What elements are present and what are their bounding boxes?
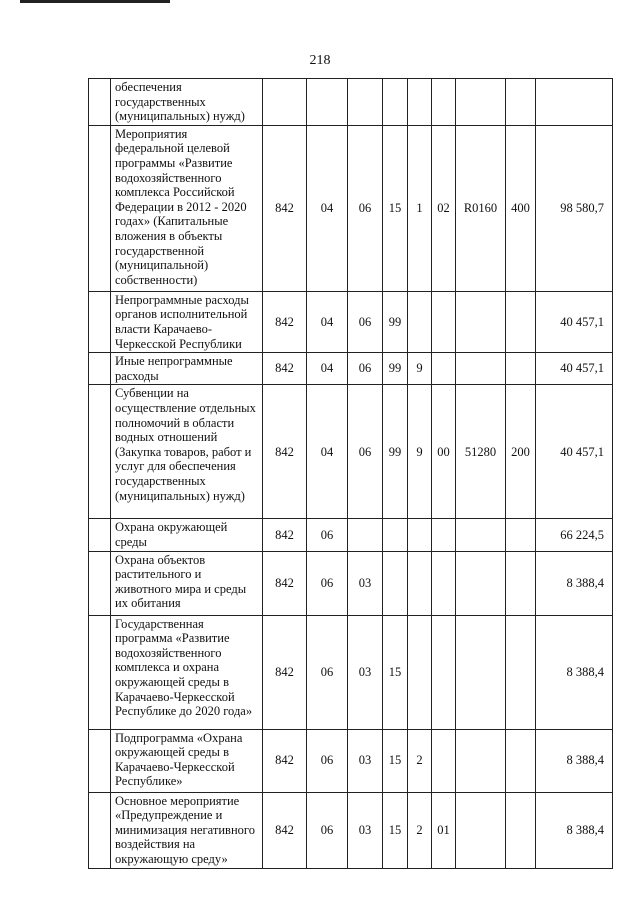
code-cell-c2: 04 [307,125,348,291]
code-cell-c8 [506,519,536,551]
description-cell: Основное мероприятие «Предупреждение и минимизация негативного воздействия на окружающую среду» [111,792,263,868]
row-number-cell [89,792,111,868]
code-cell-c3: 03 [348,551,383,615]
code-cell-c5 [408,615,432,729]
page-number: 218 [309,53,331,68]
table-row [89,615,613,729]
code-cell-c4: 99 [383,291,408,352]
code-cell-c7 [456,353,506,385]
code-cell-c6 [432,729,456,792]
amount-cell [536,79,613,126]
code-cell-c1: 842 [263,551,307,615]
code-cell-c4: 15 [383,615,408,729]
amount-cell: 8 388,4 [536,551,613,615]
row-number-cell [89,385,111,519]
code-cell-c4 [383,519,408,551]
code-cell-c4: 15 [383,125,408,291]
code-cell-c6 [432,551,456,615]
code-cell-c5 [408,291,432,352]
code-cell-c7 [456,729,506,792]
table-row [89,729,613,792]
code-cell-c7 [456,79,506,126]
code-cell-c8 [506,291,536,352]
row-number-cell [89,551,111,615]
table-row [89,125,613,291]
code-cell-c8 [506,551,536,615]
table-row [89,385,613,519]
code-cell-c7 [456,792,506,868]
code-cell-c7: 51280 [456,385,506,519]
code-cell-c8 [506,79,536,126]
table-body [89,79,613,869]
code-cell-c5: 1 [408,125,432,291]
description-cell: Охрана объектов растительного и животного мира и среды их обитания [111,551,263,615]
table-row [89,519,613,551]
code-cell-c5: 2 [408,792,432,868]
table-row [89,792,613,868]
code-cell-c7 [456,519,506,551]
row-number-cell [89,615,111,729]
code-cell-c5: 2 [408,729,432,792]
code-cell-c6 [432,615,456,729]
code-cell-c2: 06 [307,615,348,729]
code-cell-c4: 15 [383,792,408,868]
amount-cell: 40 457,1 [536,353,613,385]
description-cell: Подпрограмма «Охрана окружающей среды в Карачаево-Черкесской Республике» [111,729,263,792]
table-row [89,79,613,126]
code-cell-c6 [432,79,456,126]
row-number-cell [89,353,111,385]
code-cell-c5 [408,79,432,126]
table-row [89,551,613,615]
code-cell-c2: 04 [307,353,348,385]
code-cell-c6: 01 [432,792,456,868]
code-cell-c6: 00 [432,385,456,519]
code-cell-c4: 99 [383,353,408,385]
amount-cell: 40 457,1 [536,291,613,352]
description-cell: Непрограммные расходы органов исполнительной власти Карачаево-Черкесской Республики [111,291,263,352]
code-cell-c4 [383,551,408,615]
code-cell-c1: 842 [263,729,307,792]
code-cell-c1: 842 [263,519,307,551]
code-cell-c1: 842 [263,291,307,352]
code-cell-c3: 03 [348,615,383,729]
table-row [89,291,613,352]
code-cell-c8: 200 [506,385,536,519]
code-cell-c5 [408,519,432,551]
code-cell-c2: 04 [307,291,348,352]
code-cell-c3: 06 [348,353,383,385]
code-cell-c1: 842 [263,125,307,291]
code-cell-c3: 03 [348,729,383,792]
row-number-cell [89,79,111,126]
code-cell-c4: 15 [383,729,408,792]
amount-cell: 8 388,4 [536,729,613,792]
description-cell: Субвенции на осуществление отдельных полномочий в области водных отношений (Закупка товаров, работ и услуг для обеспечения государственных (муниципальных) нужд) [111,385,263,519]
description-cell: Мероприятия федеральной целевой программы «Развитие водохозяйственного комплекса Российской Федерации в 2012 - 2020 годах» (Капитальные вложения в объекты государственной (муниципальной) собственности) [111,125,263,291]
code-cell-c2: 06 [307,792,348,868]
code-cell-c5 [408,551,432,615]
code-cell-c1 [263,79,307,126]
top-edge-rule [20,0,170,3]
code-cell-c3 [348,519,383,551]
amount-cell: 8 388,4 [536,792,613,868]
code-cell-c7 [456,291,506,352]
description-cell: Государственная программа «Развитие водохозяйственного комплекса и охрана окружающей среды в Карачаево-Черкесской Республике до 2020 года» [111,615,263,729]
code-cell-c6 [432,291,456,352]
code-cell-c1: 842 [263,792,307,868]
code-cell-c7 [456,551,506,615]
code-cell-c7: R0160 [456,125,506,291]
code-cell-c6 [432,353,456,385]
code-cell-c2: 06 [307,519,348,551]
code-cell-c3 [348,79,383,126]
budget-table [88,78,613,869]
code-cell-c3: 03 [348,792,383,868]
description-cell: Иные непрограммные расходы [111,353,263,385]
code-cell-c3: 06 [348,291,383,352]
code-cell-c8 [506,353,536,385]
amount-cell: 8 388,4 [536,615,613,729]
table-row [89,353,613,385]
code-cell-c4: 99 [383,385,408,519]
code-cell-c6: 02 [432,125,456,291]
description-cell: Охрана окружающей среды [111,519,263,551]
amount-cell: 66 224,5 [536,519,613,551]
code-cell-c2: 04 [307,385,348,519]
code-cell-c2 [307,79,348,126]
code-cell-c4 [383,79,408,126]
code-cell-c6 [432,519,456,551]
row-number-cell [89,519,111,551]
code-cell-c8 [506,792,536,868]
code-cell-c8 [506,615,536,729]
code-cell-c1: 842 [263,615,307,729]
code-cell-c8: 400 [506,125,536,291]
code-cell-c3: 06 [348,385,383,519]
row-number-cell [89,125,111,291]
code-cell-c5: 9 [408,353,432,385]
code-cell-c5: 9 [408,385,432,519]
row-number-cell [89,291,111,352]
code-cell-c7 [456,615,506,729]
row-number-cell [89,729,111,792]
code-cell-c1: 842 [263,353,307,385]
amount-cell: 40 457,1 [536,385,613,519]
code-cell-c3: 06 [348,125,383,291]
code-cell-c8 [506,729,536,792]
code-cell-c2: 06 [307,551,348,615]
code-cell-c1: 842 [263,385,307,519]
description-cell: обеспечения государственных (муниципальных) нужд) [111,79,263,126]
code-cell-c2: 06 [307,729,348,792]
amount-cell: 98 580,7 [536,125,613,291]
